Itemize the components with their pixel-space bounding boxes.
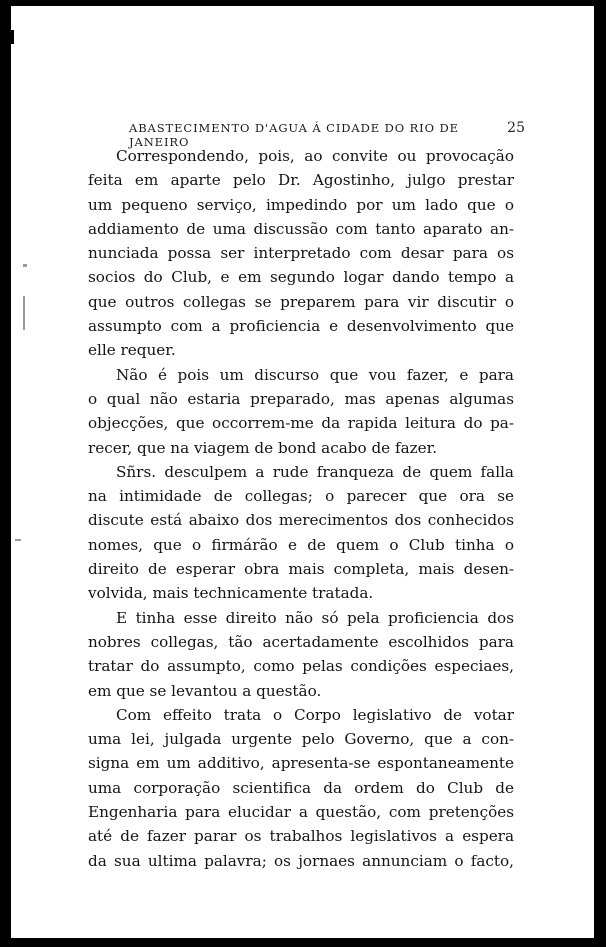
margin-speck	[23, 296, 25, 330]
text-line: volvida, mais technicamente tratada.	[88, 584, 374, 603]
text-line: discute está abaixo dos merecimentos dos conhecidos	[88, 511, 514, 530]
text-line: feita em aparte pelo Dr. Agostinho, julgo prestar	[88, 171, 514, 190]
text-line: nobres collegas, tão acertadamente escolhidos para	[88, 632, 514, 651]
text-line: em que se levantou a questão.	[88, 681, 322, 700]
text-line: um pequeno serviço, impedindo por um lado que o	[88, 195, 514, 214]
text-line: socios do Club, e em segundo logar dando tempo a	[88, 268, 514, 287]
text-line: direito de esperar obra mais completa, mais desen-	[88, 560, 514, 579]
text-line: Correspondendo, pois, ao convite ou provocação	[116, 147, 514, 165]
text-line: uma corporação scientifica da ordem do Club de	[88, 778, 514, 797]
text-line: nunciada possa ser interpretado com desar para os	[88, 244, 514, 263]
text-line: na intimidade de collegas; o parecer que ora se	[88, 487, 514, 506]
paragraph	[88, 460, 514, 606]
text-line: elle requer.	[88, 341, 176, 360]
text-line: E tinha esse direito não só pela proficiencia dos	[116, 608, 514, 627]
text-line: uma lei, julgada urgente pelo Governo, que a con-	[88, 730, 514, 749]
running-title: ABASTECIMENTO D'AGUA Á CIDADE DO RIO DE JANEIRO	[129, 121, 459, 149]
page-number: 25	[507, 120, 525, 136]
scan-corner-mark	[11, 30, 14, 44]
text-line: Com effeito trata o Corpo legislativo de votar	[116, 705, 514, 724]
paragraph	[88, 363, 514, 460]
text-line: objecções, que occorrem-me da rapida leitura do pa-	[88, 414, 514, 433]
text-line: Não é pois um discurso que vou fazer, e para	[116, 365, 514, 384]
text-line: assumpto com a proficiencia e desenvolvimento que	[88, 317, 514, 336]
text-line: signa em um additivo, apresenta-se espontaneamente	[88, 754, 514, 773]
paragraph	[88, 606, 514, 703]
body-text	[88, 144, 514, 873]
text-line: Sñrs. desculpem a rude franqueza de quem falla	[116, 462, 514, 481]
paragraph	[88, 144, 514, 363]
text-line: que outros collegas se preparem para vir discutir o	[88, 292, 514, 311]
paragraph	[88, 703, 514, 873]
margin-speck	[23, 264, 27, 267]
text-line: recer, que na viagem de bond acabo de fazer.	[88, 438, 438, 457]
margin-speck	[15, 539, 21, 541]
text-line: addiamento de uma discussão com tanto aparato an-	[88, 219, 514, 238]
text-line: até de fazer parar os trabalhos legislativos a espera	[88, 827, 514, 846]
text-line: Engenharia para elucidar a questão, com pretenções	[88, 803, 514, 822]
text-line: da sua ultima palavra; os jornaes annunciam o facto,	[88, 851, 514, 870]
text-line: o qual não estaria preparado, mas apenas algumas	[88, 389, 514, 408]
text-line: nomes, que o firmárão e de quem o Club tinha o	[88, 535, 514, 554]
text-line: tratar do assumpto, como pelas condições especiaes,	[88, 657, 514, 676]
